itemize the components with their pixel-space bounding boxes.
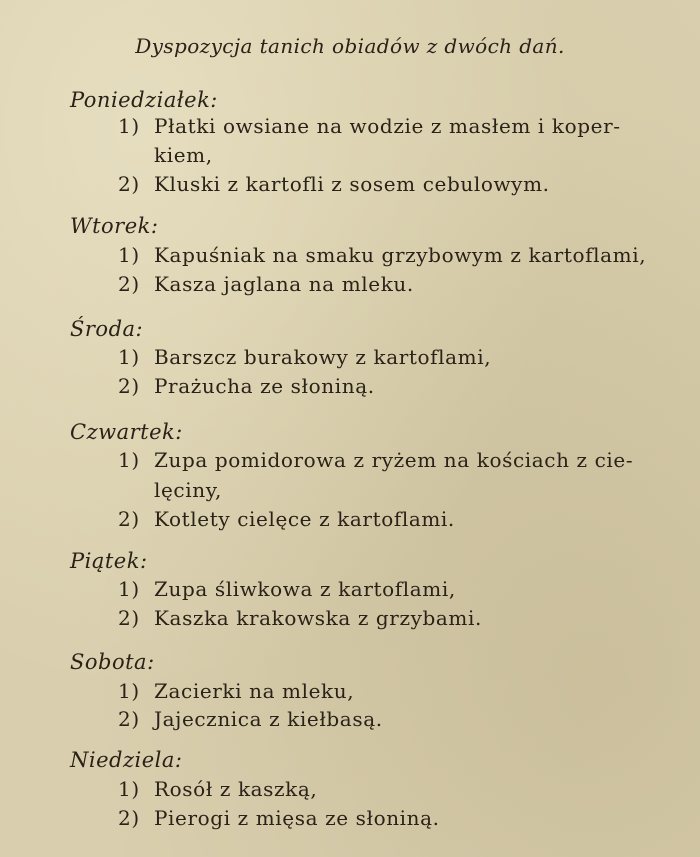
meal-number: 1) [118,577,140,601]
meal-item [118,241,646,269]
meal-item [118,604,482,632]
meal-text: Kapuśniak na smaku grzybowym z kartoflami, [154,243,647,267]
meal-number: 1) [118,679,140,703]
day-heading: Czwartek: [70,420,183,444]
meal-text: Jajecznica z kiełbasą. [154,707,383,731]
day-heading: Niedziela: [70,748,183,772]
meal-number: 2) [118,374,140,398]
day-heading: Środa: [70,317,144,341]
meal-text: Prażucha ze słoniną. [154,374,375,398]
meal-item [118,112,621,140]
day-heading: Sobota: [70,650,155,674]
meal-text: Kotlety cielęce z kartoflami. [154,507,455,531]
meal-text: Zupa pomidorowa z ryżem na kościach z cie- [154,448,634,472]
meal-text-continuation: kiem, [154,143,213,167]
meal-number: 1) [118,114,140,138]
meal-item [118,677,354,705]
meal-text: Barszcz burakowy z kartoflami, [154,345,492,369]
meal-number: 2) [118,172,140,196]
meal-number: 2) [118,606,140,630]
meal-item [118,372,375,400]
meal-item [118,446,633,474]
meal-text: Kaszka krakowska z grzybami. [154,606,482,630]
meal-item [118,505,455,533]
day-heading: Poniedziałek: [70,88,218,112]
meal-item [118,575,456,603]
meal-text: Rosół z kaszką, [154,777,318,801]
meal-text: Kasza jaglana na mleku. [154,272,414,296]
meal-text-continuation: lęciny, [154,478,222,502]
meal-number: 2) [118,507,140,531]
day-heading: Piątek: [70,549,148,573]
meal-number: 2) [118,707,140,731]
meal-item [118,170,550,198]
meal-text: Kluski z kartofli z sosem cebulowym. [154,172,550,196]
meal-item [118,270,414,298]
meal-number: 2) [118,806,140,830]
meal-item [118,343,491,371]
meal-text: Zacierki na mleku, [154,679,355,703]
meal-number: 1) [118,243,140,267]
meal-text: Płatki owsiane na wodzie z masłem i koper- [154,114,621,138]
document-title: Dyspozycja tanich obiadów z dwóch dań. [135,34,565,58]
meal-number: 2) [118,272,140,296]
day-heading: Wtorek: [70,214,159,238]
meal-item [118,804,440,832]
meal-number: 1) [118,345,140,369]
meal-number: 1) [118,777,140,801]
meal-item [118,705,383,733]
meal-number: 1) [118,448,140,472]
meal-text: Pierogi z mięsa ze słoniną. [154,806,440,830]
meal-item [118,775,317,803]
meal-text: Zupa śliwkowa z kartoflami, [154,577,456,601]
